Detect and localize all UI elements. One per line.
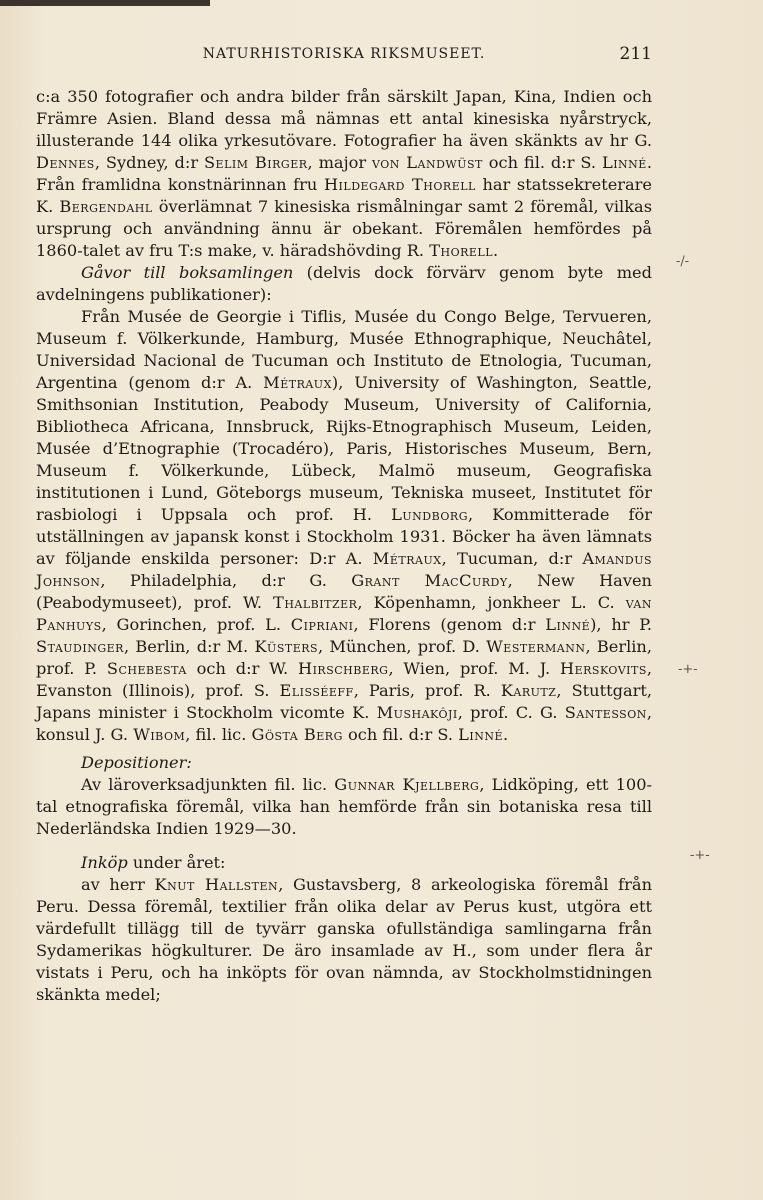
name-smallcaps: Thorell: [429, 241, 494, 260]
text-run: , Tucuman, d:r: [441, 549, 583, 568]
paragraph-photographs: [36, 86, 652, 262]
text-run: ), hr P.: [590, 615, 652, 634]
text-run: , München, prof. D.: [318, 637, 487, 656]
text-run: , New Haven (Peabodymuseet), prof. W.: [36, 571, 652, 612]
margin-pencil-mark: -+-: [678, 662, 698, 677]
text-run: , Gustavsberg, 8 arkeologiska föremål från Peru. Dessa föremål, textilier från olika delar av Perus kust, utgöra ett värdefullt tillägg till de tyvärr ganska ofullständiga samlingarna från Sydamerikas högkulturer. De äro insamlade av H., som under flera år vistats i Peru, och ha inköpts för ovan nämnda, av Stockholmstidningen skänkta medel;: [36, 875, 652, 1004]
italic-text: Gåvor till boksamlingen: [81, 263, 294, 282]
name-smallcaps: Elisséeff: [279, 681, 354, 700]
name-smallcaps: Linné: [545, 615, 591, 634]
name-smallcaps: Staudinger: [36, 637, 124, 656]
text-run: , Philadelphia, d:r G.: [100, 571, 352, 590]
name-smallcaps: Selim Birger: [203, 153, 308, 172]
text-run: , Stuttgart, Japans minister i Stockholm vicomte K.: [36, 681, 652, 722]
text-run: , Kommitterade för utställningen av japansk konst i Stockholm 1931. Böcker ha även lämnats av följande enskilda personer: D:r A.: [36, 505, 652, 568]
text-run: och fil. d:r S.: [342, 725, 459, 744]
name-smallcaps: Herskovits: [559, 659, 647, 678]
text-run: , Sydney, d:r: [94, 153, 204, 172]
text-run: c:a 350 fotografier och andra bilder från särskilt Japan, Kina, Indien och Främre Asien. Bland dessa må nämnas ett antal kinesiska nyårstryck, illusterande 144 olika yrkesutövare. Fotografier ha även skänkts av hr G.: [36, 87, 652, 150]
paragraph-book-gifts-intro: [36, 262, 652, 306]
body-text: [36, 86, 652, 1006]
name-smallcaps: Thalbitzer: [273, 593, 358, 612]
text-run: har statssekreterare K.: [36, 175, 652, 216]
text-run: .: [503, 725, 509, 744]
text-run: . Från framlidna konstnärinnan fru: [36, 153, 652, 194]
name-smallcaps: Küsters: [254, 637, 319, 656]
paragraph-gap: [36, 840, 652, 852]
name-smallcaps: Gunnar Kjellberg: [334, 775, 480, 794]
name-smallcaps: Linné: [458, 725, 504, 744]
name-smallcaps: Métraux: [263, 373, 332, 392]
name-smallcaps: Bergendahl: [59, 197, 153, 216]
name-smallcaps: von Landwüst: [371, 153, 483, 172]
text-run: , konsul J. G.: [36, 703, 652, 744]
text-run: , Wien, prof. M. J.: [388, 659, 560, 678]
margin-pencil-mark: -+-: [690, 848, 710, 863]
top-edge-rule: [0, 0, 210, 6]
text-run: och d:r W.: [186, 659, 298, 678]
heading-inkop: [36, 852, 652, 874]
text-run: , fil. lic.: [185, 725, 252, 744]
text-run: , Evanston (Illinois), prof. S.: [36, 659, 653, 700]
margin-pencil-mark: -/-: [676, 254, 690, 269]
text-run: (delvis dock förvärv genom byte med avdelningens publikationer):: [36, 263, 652, 304]
name-smallcaps: Linné: [601, 153, 647, 172]
name-smallcaps: Cipriani: [290, 615, 354, 634]
text-run: överlämnat 7 kinesiska rismålningar samt 2 föremål, vilkas ursprung och användning ännu är obekant. Föremålen hemfördes på 1860-talet av fru T:s make, v. häradshövding R.: [36, 197, 653, 260]
name-smallcaps: Mushakôji: [376, 703, 458, 722]
heading-depositioner: [36, 752, 652, 774]
text-run: , Berlin, d:r M.: [123, 637, 255, 656]
text-run: , prof. C. G.: [457, 703, 565, 722]
italic-text: Depositioner:: [81, 753, 192, 772]
name-smallcaps: Westermann: [486, 637, 586, 656]
name-smallcaps: Gösta Berg: [251, 725, 343, 744]
text-run: .: [493, 241, 499, 260]
text-run: av herr: [81, 875, 155, 894]
paragraph-inkop: [36, 874, 652, 1006]
name-smallcaps: van Panhuys: [36, 593, 653, 634]
name-smallcaps: Santesson: [564, 703, 647, 722]
name-smallcaps: Karutz: [500, 681, 557, 700]
name-smallcaps: Métraux: [372, 549, 442, 568]
page-header: [36, 46, 652, 68]
text-run: , Florens (genom d:r: [353, 615, 546, 634]
page-number: 211: [619, 44, 652, 64]
italic-text: Inköp: [81, 853, 128, 872]
text-run: , Berlin, prof. P.: [36, 637, 652, 678]
name-smallcaps: Lundborg: [391, 505, 468, 524]
name-smallcaps: Grant MacCurdy: [351, 571, 508, 590]
text-run: , Gorinchen, prof. L.: [101, 615, 291, 634]
text-run: , Köpenhamn, jonkheer L. C.: [357, 593, 626, 612]
running-head: NATURHISTORISKA RIKSMUSEET.: [202, 46, 486, 62]
text-run: Från Musée de Georgie i Tiflis, Musée du Congo Belge, Tervueren, Museum f. Völkerkunde, Hamburg, Musée Ethnographique, Neuchâtel, Universidad Nacional de Tucuman och Instituto de Etnologia, Tucuman, Argentina (genom d:r A.: [36, 307, 652, 392]
name-smallcaps: Amandus Johnson: [36, 549, 653, 590]
name-smallcaps: Dennes: [36, 153, 95, 172]
text-run: under året:: [127, 853, 226, 872]
name-smallcaps: Hildegard Thorell: [323, 175, 476, 194]
paragraph-book-gifts-list: [36, 306, 652, 746]
paragraph-depositioner: [36, 774, 652, 840]
text-run: ), University of Washington, Seattle, Smithsonian Institution, Peabody Museum, University of California, Bibliotheca Africana, Innsbruck, Rijks-Etnographisch Museum, Leiden, Musée d’Etnographie (Trocadéro), Paris, Historisches Museum, Bern, Museum f. Völkerkunde, Lübeck, Malmö museum, Geografiska institutionen i Lund, Göteborgs museum, Tekniska museet, Institutet för rasbiologi i Uppsala och prof. H.: [36, 373, 652, 524]
name-smallcaps: Wibom: [133, 725, 186, 744]
text-run: och fil. d:r S.: [482, 153, 602, 172]
text-run: , Paris, prof. R.: [353, 681, 501, 700]
text-run: , Lidköping, ett 100-tal etnografiska föremål, vilka han hemförde från sin botaniska resa till Nederländska Indien 1929—30.: [36, 775, 652, 838]
name-smallcaps: Hirschberg: [297, 659, 389, 678]
name-smallcaps: Schebesta: [106, 659, 187, 678]
name-smallcaps: Knut Hallsten: [154, 875, 279, 894]
text-run: , major: [307, 153, 372, 172]
text-run: Av läroverksadjunkten fil. lic.: [81, 775, 335, 794]
